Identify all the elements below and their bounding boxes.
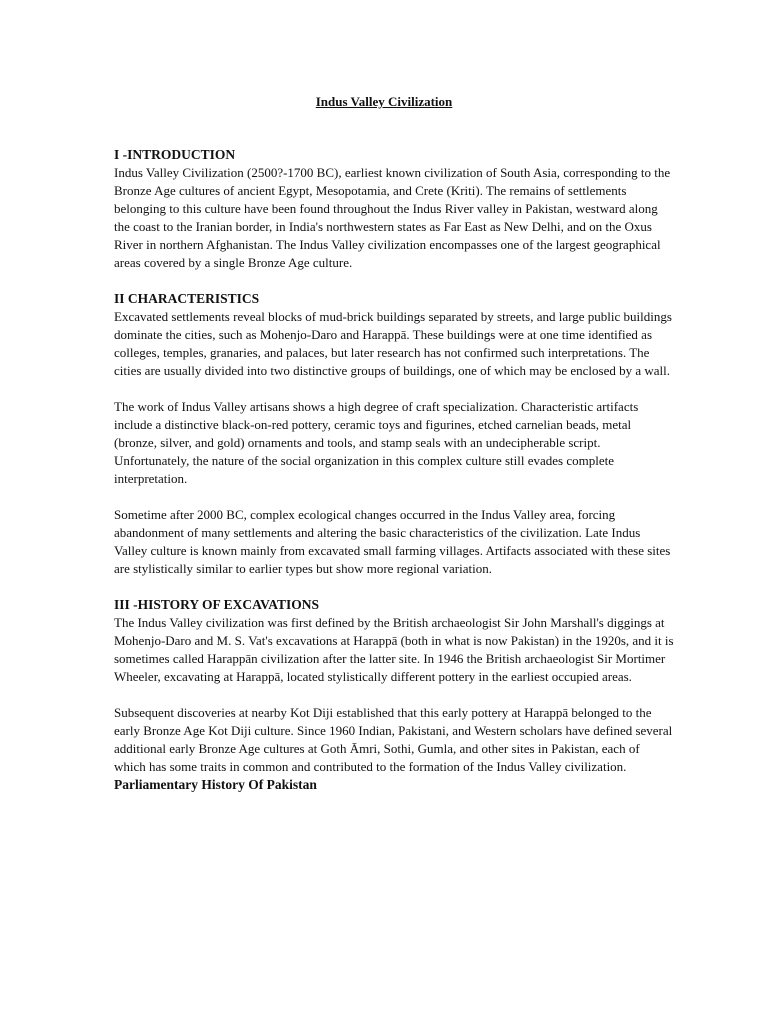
paragraph-history-2: Subsequent discoveries at nearby Kot Diji established that this early pottery at Harappā belonged to the early Bronze Age Kot Diji culture. Since 1960 Indian, Pakistani, and Western scholars have defined several additional early Bronze Age cultures at Goth Āmri, Sothi, Gumla, and other sites in Pakistan, each of which has some traits in common and contributed to the formation of the Indus Valley civilization.	[114, 705, 673, 774]
section-characteristics	[114, 290, 674, 578]
section-heading-characteristics: II CHARACTERISTICS	[114, 291, 260, 306]
paragraph-characteristics-2: The work of Indus Valley artisans shows a high degree of craft specialization. Characteristic artifacts include a distinctive black-on-red pottery, ceramic toys and figurines, etched carnelian beads, metal (bronze, silver, and gold) ornaments and tools, and stamp seals with an undecipherable script. Unfortunately, the nature of the social organization in this complex culture still evades complete interpretation.	[114, 399, 639, 486]
trailing-heading-parliamentary-history: Parliamentary History Of Pakistan	[114, 777, 317, 792]
section-heading-history: III -HISTORY OF EXCAVATIONS	[114, 597, 319, 612]
section-heading-introduction: I -INTRODUCTION	[114, 147, 236, 162]
document-body	[114, 146, 674, 794]
paragraph-characteristics-3: Sometime after 2000 BC, complex ecological changes occurred in the Indus Valley area, forcing abandonment of many settlements and altering the basic characteristics of the civilization. Late Indus Valley culture is known mainly from excavated small farming villages. Artifacts associated with these sites are stylistically similar to earlier types but show more regional variation.	[114, 507, 671, 576]
paragraph-characteristics-1: Excavated settlements reveal blocks of mud-brick buildings separated by streets, and large public buildings dominate the cities, such as Mohenjo-Daro and Harappā. These buildings were at one time identified as colleges, temples, granaries, and palaces, but later research has not confirmed such interpretations. The cities are usually divided into two distinctive groups of buildings, one of which may be enclosed by a wall.	[114, 309, 672, 378]
section-history-of-excavations	[114, 596, 674, 776]
document-title: Indus Valley Civilization	[315, 94, 453, 109]
section-introduction	[114, 146, 674, 272]
paragraph-introduction-1: Indus Valley Civilization (2500?-1700 BC), earliest known civilization of South Asia, corresponding to the Bronze Age cultures of ancient Egypt, Mesopotamia, and Crete (Kriti). The remains of settlements belonging to this culture have been found throughout the Indus River valley in Pakistan, westward along the coast to the Iranian border, in India's northwestern states as Far East as New Delhi, and on the Oxus River in northern Afghanistan. The Indus Valley civilization encompasses one of the largest geographical areas covered by a single Bronze Age culture.	[114, 165, 671, 270]
paragraph-history-1: The Indus Valley civilization was first defined by the British archaeologist Sir John Marshall's diggings at Mohenjo-Daro and M. S. Vat's excavations at Harappā (both in what is now Pakistan) in the 1920s, and it is sometimes called Harappān civilization after the latter site. In 1946 the British archaeologist Sir Mortimer Wheeler, excavating at Harappā, located stylistically different pottery in the earliest occupied areas.	[114, 615, 674, 684]
